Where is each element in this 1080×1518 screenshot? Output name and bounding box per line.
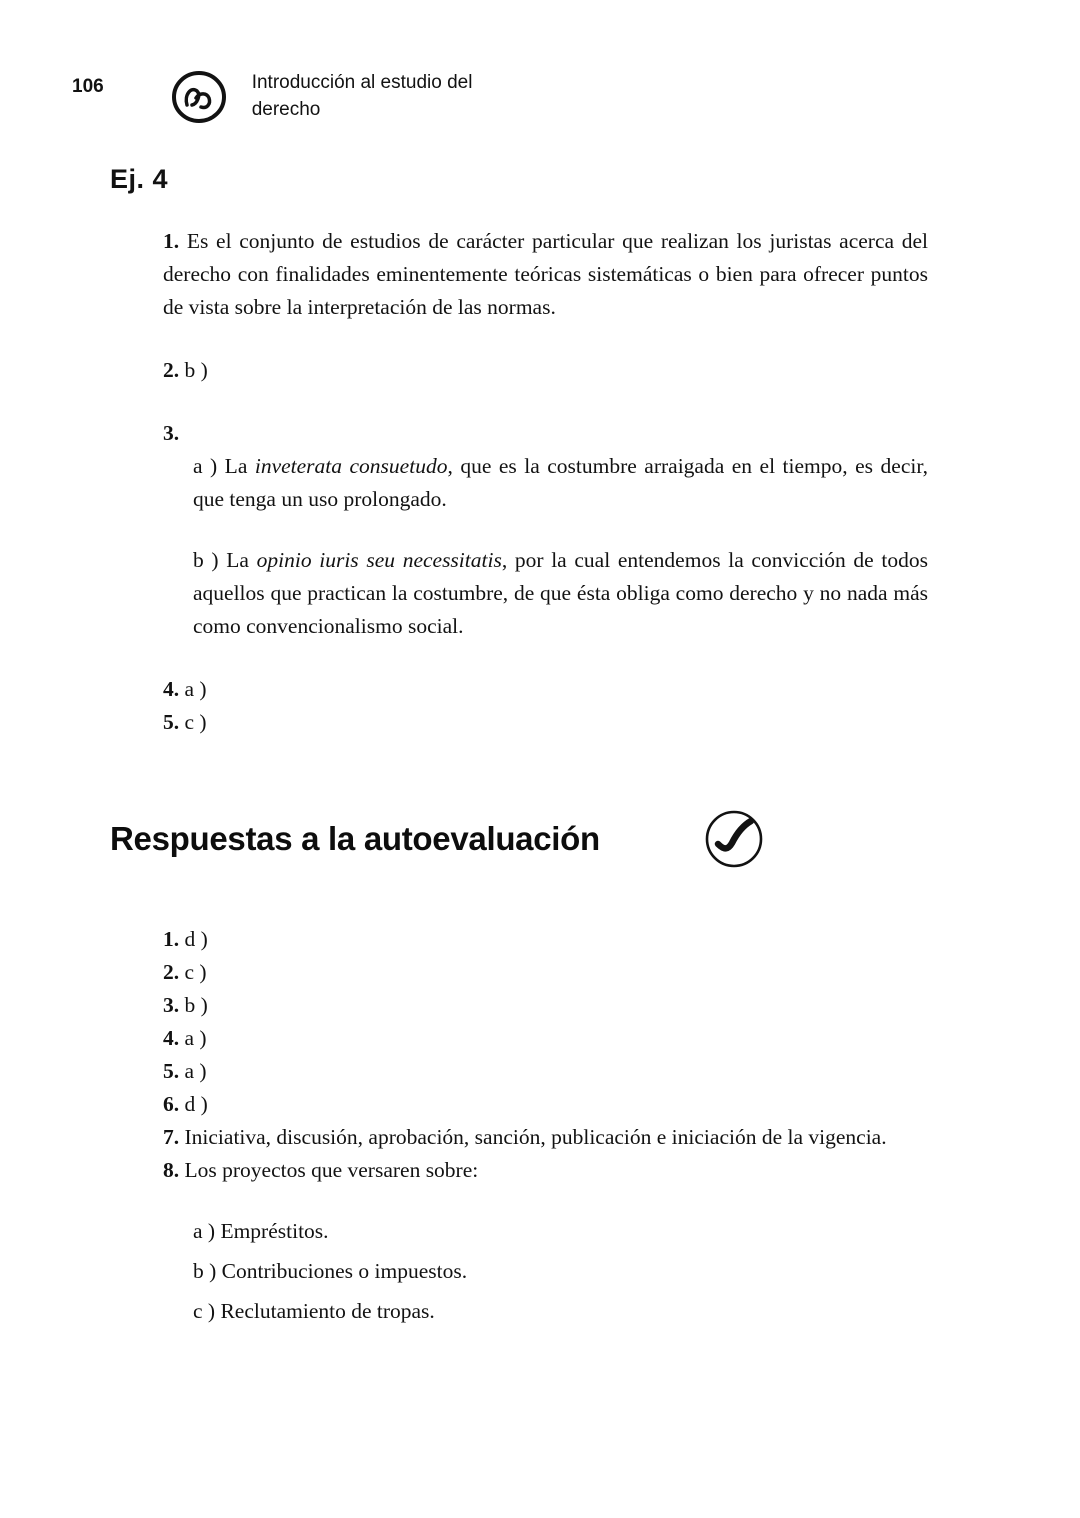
self-eval-answer-1: [163, 923, 928, 956]
self-evaluation-heading: [110, 807, 1080, 871]
book-title: Introducción al estudio del derecho: [251, 72, 473, 120]
item-text: a ) Empréstitos.: [193, 1219, 329, 1243]
exercise-answer-5: [163, 706, 928, 739]
item-text: b ): [184, 993, 208, 1017]
exercise-answer-3b: [193, 544, 928, 643]
item-number: 2.: [163, 358, 180, 382]
item-text: Es el conjunto de estudios de carácter particular que realizan los juristas acerca del derecho con finalidades eminentemente teóricas sistemáticas o bien para ofrecer puntos de vista sobre la interpretación de las normas.: [163, 229, 928, 319]
page-header: [0, 0, 1080, 126]
item-number: 6.: [163, 1092, 180, 1116]
exercise-answer-3: [163, 417, 928, 450]
exercise-answers-block: [163, 225, 928, 739]
self-evaluation-answers-block: [163, 923, 928, 1328]
item-text: b ): [184, 358, 208, 382]
self-eval-answer-8-options: [163, 1215, 928, 1328]
item-text: a ): [184, 677, 207, 701]
item-number: 3.: [163, 421, 180, 445]
exercise-answer-2: [163, 354, 928, 387]
item-text: d ): [184, 927, 208, 951]
item-text: , por la cual entendemos la convicción de todos aquellos que practican la costumbre, de que ésta obliga como derecho y no nada más como convencionalismo social.: [193, 548, 928, 638]
item-number: 2.: [163, 960, 180, 984]
exercise-answer-3a: [193, 450, 928, 516]
item-number: 1.: [163, 927, 180, 951]
exercise-heading: Ej. 4: [110, 164, 169, 194]
self-evaluation-heading-text: Respuestas a la autoevaluación: [110, 820, 600, 857]
exercise-answer-1: [163, 225, 928, 324]
item-text: Los proyectos que versaren sobre:: [184, 1158, 479, 1182]
page-number: 106: [72, 76, 104, 97]
latin-term: inveterata consuetudo: [254, 454, 448, 478]
item-text: a ) La: [193, 454, 255, 478]
self-eval-answer-3: [163, 989, 928, 1022]
option-b: [193, 1255, 928, 1288]
item-text: b ) La: [193, 548, 257, 572]
item-number: 4.: [163, 677, 180, 701]
item-number: 3.: [163, 993, 180, 1017]
item-text: Iniciativa, discusión, aprobación, sanción, publicación e iniciación de la vigencia.: [184, 1125, 887, 1149]
self-eval-answer-5: [163, 1055, 928, 1088]
item-number: 8.: [163, 1158, 180, 1182]
self-eval-answer-7: [163, 1121, 928, 1154]
option-c: [193, 1295, 928, 1328]
item-text: c ): [184, 960, 207, 984]
self-eval-answer-4: [163, 1022, 928, 1055]
item-number: 4.: [163, 1026, 180, 1050]
item-number: 5.: [163, 710, 180, 734]
latin-term: opinio iuris seu necessitatis: [256, 548, 502, 572]
item-number: 7.: [163, 1125, 180, 1149]
item-text: a ): [184, 1026, 207, 1050]
item-number: 1.: [163, 229, 180, 253]
item-text: b ) Contribuciones o impuestos.: [193, 1259, 468, 1283]
item-text: , que es la costumbre arraigada en el tiempo, es decir, que tenga un uso prolongado.: [193, 454, 929, 511]
self-eval-answer-6: [163, 1088, 928, 1121]
item-text: a ): [184, 1059, 207, 1083]
item-number: 5.: [163, 1059, 180, 1083]
checkmark-circle-icon: [702, 807, 766, 871]
item-text: c ) Reclutamiento de tropas.: [193, 1299, 435, 1323]
item-text: c ): [184, 710, 207, 734]
option-a: [193, 1215, 928, 1248]
publisher-logo-icon: [170, 68, 228, 126]
exercise-answer-4: [163, 673, 928, 706]
self-eval-answer-8: [163, 1154, 928, 1187]
self-eval-answer-2: [163, 956, 928, 989]
item-text: d ): [184, 1092, 208, 1116]
